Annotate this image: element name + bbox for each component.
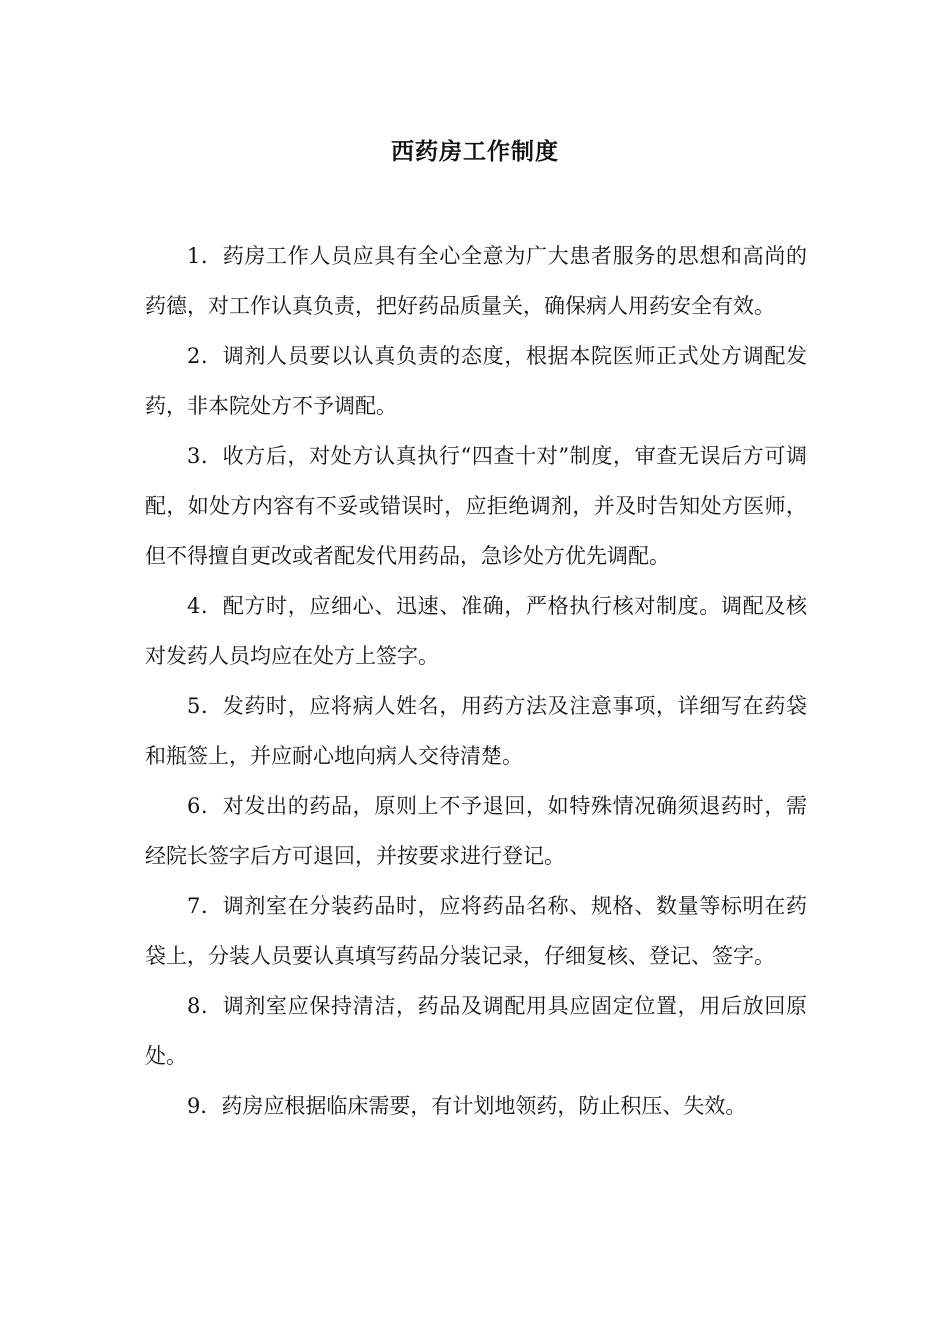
- paragraph-3: 3．收方后，对处方认真执行“四查十对”制度，审查无误后方可调配，如处方内容有不妥或错误时，应拒绝调剂，并及时告知处方医师，但不得擅自更改或者配发代用药品，急诊处方优先调配。: [145, 444, 807, 568]
- paragraph-4: 4．配方时，应细心、迅速、准确，严格执行核对制度。调配及核对发药人员均应在处方上签字。: [145, 594, 807, 668]
- paragraph-1: 1．药房工作人员应具有全心全意为广大患者服务的思想和高尚的药德，对工作认真负责，把好药品质量关，确保病人用药安全有效。: [145, 244, 807, 318]
- paragraph-9: 9．药房应根据临床需要，有计划地领药，防止积压、失效。: [187, 1094, 747, 1118]
- paragraph-6: 6．对发出的药品，原则上不予退回，如特殊情况确须退药时，需经院长签字后方可退回，并按要求进行登记。: [145, 794, 807, 868]
- paragraph-2: 2．调剂人员要以认真负责的态度，根据本院医师正式处方调配发药，非本院处方不予调配。: [145, 344, 807, 418]
- paragraph-8: 8．调剂室应保持清洁，药品及调配用具应固定位置，用后放回原处。: [145, 994, 807, 1068]
- document-body: [145, 231, 807, 1131]
- paragraph-5: 5．发药时，应将病人姓名，用药方法及注意事项，详细写在药袋和瓶签上，并应耐心地向病人交待清楚。: [145, 694, 807, 768]
- document-title: 西药房工作制度: [391, 138, 559, 165]
- paragraph-7: 7．调剂室在分装药品时，应将药品名称、规格、数量等标明在药袋上，分装人员要认真填写药品分装记录，仔细复核、登记、签字。: [145, 894, 807, 968]
